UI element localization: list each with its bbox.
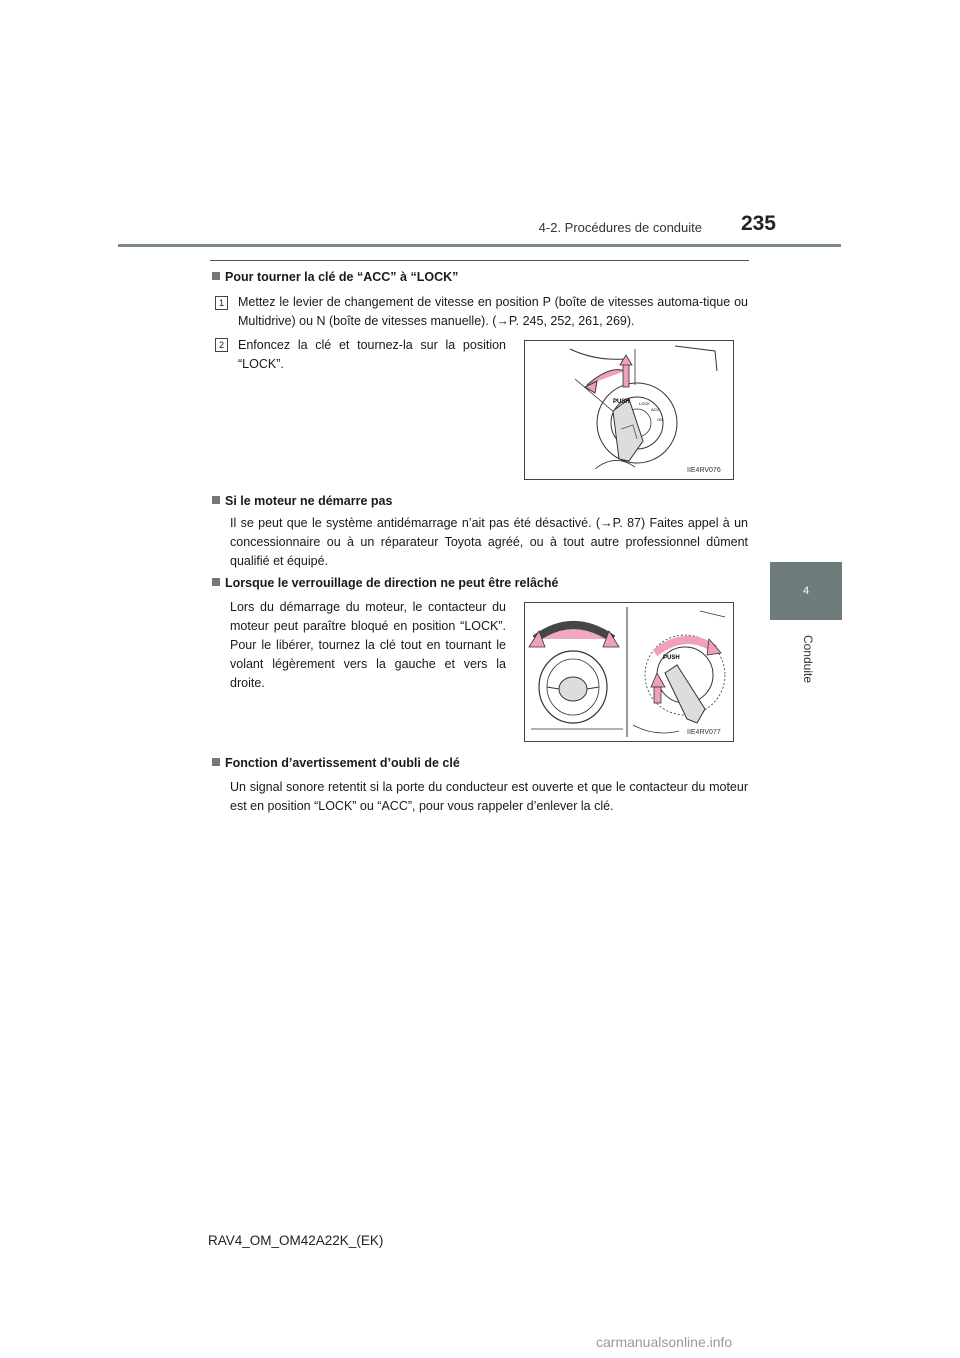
label-on: ON [657, 417, 663, 422]
figure-key-lock [524, 340, 734, 480]
watermark: carmanualsonline.info [596, 1334, 733, 1350]
page-number: 235 [740, 212, 776, 235]
bullet-square-icon [212, 496, 220, 504]
chapter-tab[interactable]: 4 [770, 562, 842, 620]
bullet-square-icon [212, 758, 220, 766]
steering-lock-text: Lors du démarrage du moteur, le contacteur du moteur peut paraître bloqué en position “LOCK”. Pour le libérer, tournez la clé tout en tournant le volant légèrement vers la gauche et vers la droite. [230, 600, 506, 690]
step-badge-1: 1 [215, 296, 228, 310]
section-heading-acc-lock: Pour tourner la clé de “ACC” à “LOCK” [212, 270, 458, 284]
step-1-text: Mettez le levier de changement de vitesse en position P (boîte de vitesses automa-tique ou Multidrive) ou N (boîte de vitesses manuelle). (→P. 245, 252, 261, 269). [238, 295, 748, 328]
section-heading-engine-no-start: Si le moteur ne démarre pas [212, 494, 392, 508]
section-label: 4-2. Procédures de conduite [538, 220, 702, 235]
header-rule [118, 244, 841, 247]
figure-code-1: IIE4RV076 [687, 467, 721, 474]
label-lock: LOCK [639, 401, 650, 406]
document-code: RAV4_OM_OM42A22K_(EK) [208, 1233, 384, 1248]
content-top-rule [210, 260, 749, 261]
steering-wheel-illustration [525, 603, 733, 741]
label-push: PUSH [613, 399, 630, 405]
step-2-text: Enfoncez la clé et tournez-la sur la position “LOCK”. [238, 338, 506, 371]
bullet-square-icon [212, 272, 220, 280]
section-heading-key-reminder: Fonction d’avertissement d’oubli de clé [212, 756, 460, 770]
label-acc: ACC [651, 407, 660, 412]
figure-steering-lock [524, 602, 734, 742]
step-badge-2: 2 [215, 338, 228, 352]
bullet-square-icon [212, 578, 220, 586]
label-push: PUSH [663, 655, 680, 661]
key-reminder-text: Un signal sonore retentit si la porte du conducteur est ouverte et que le contacteur du moteur est en position “LOCK” ou “ACC”, pour vous rappeler d’enlever la clé. [230, 780, 748, 813]
engine-no-start-text: Il se peut que le système antidémarrage n’ait pas été désactivé. (→P. 87) Faites appel à un concessionnaire ou à un réparateur Toyota agréé, ou à tout autre professionnel dûment qualifié et équipé. [230, 516, 748, 568]
chapter-title: Conduite [801, 634, 815, 684]
key-turn-illustration [525, 341, 733, 479]
section-heading-steering-lock: Lorsque le verrouillage de direction ne peut être relâché [212, 576, 558, 590]
figure-code-2: IIE4RV077 [687, 729, 721, 736]
